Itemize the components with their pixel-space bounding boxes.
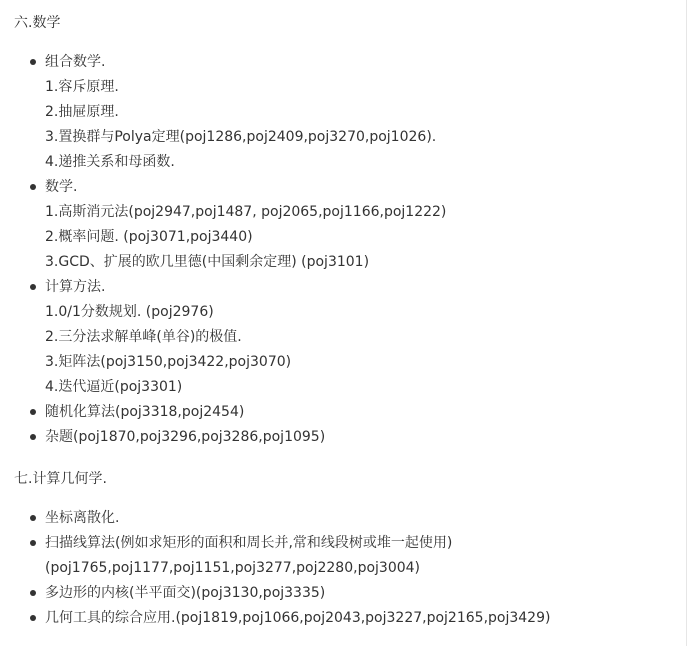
bullet xyxy=(30,590,36,596)
sub-item: 4.递推关系和母函数. xyxy=(45,154,175,170)
list-item-misc-problems: 杂题(poj1870,poj3296,poj3286,poj1095) xyxy=(45,429,326,445)
section-title-computational-geometry: 七.计算几何学. xyxy=(14,471,107,487)
list-item-sweep-line: 扫描线算法(例如求矩形的面积和周长并,常和线段树或堆一起使用) xyxy=(45,535,453,551)
bullet xyxy=(30,184,36,190)
list-item-coordinate-discretization: 坐标离散化. xyxy=(45,510,120,526)
list-item-geometry-tools: 几何工具的综合应用.(poj1819,poj1066,poj2043,poj3227,poj2165,poj3429) xyxy=(45,610,551,626)
section-title-math: 六.数学 xyxy=(14,15,61,31)
bullet xyxy=(30,409,36,415)
sub-item: 3.置换群与Polya定理(poj1286,poj2409,poj3270,poj1026). xyxy=(45,129,437,145)
bullet xyxy=(30,434,36,440)
sub-item: 2.概率问题. (poj3071,poj3440) xyxy=(45,229,253,245)
sub-item: 2.三分法求解单峰(单谷)的极值. xyxy=(45,329,242,345)
list-item-mathematics: 数学. xyxy=(45,179,78,195)
sub-item: 4.迭代逼近(poj3301) xyxy=(45,379,183,395)
sub-item: 3.GCD、扩展的欧几里德(中国剩余定理) (poj3101) xyxy=(45,254,370,270)
list-item-combinatorics: 组合数学. xyxy=(45,54,106,70)
bullet xyxy=(30,284,36,290)
bullet xyxy=(30,515,36,521)
sub-item: 1.0/1分数规划. (poj2976) xyxy=(45,304,214,320)
bullet xyxy=(30,615,36,621)
sub-item: 1.容斥原理. xyxy=(45,79,119,95)
sub-item: 2.抽屉原理. xyxy=(45,104,119,120)
sub-item: 3.矩阵法(poj3150,poj3422,poj3070) xyxy=(45,354,292,370)
list-item-computation-methods: 计算方法. xyxy=(45,279,106,295)
sub-item: 1.高斯消元法(poj2947,poj1487, poj2065,poj1166,poj1222) xyxy=(45,204,447,220)
bullet xyxy=(30,540,36,546)
bullet xyxy=(30,59,36,65)
sub-item: (poj1765,poj1177,poj1151,poj3277,poj2280,poj3004) xyxy=(45,560,420,576)
list-item-randomized-algorithms: 随机化算法(poj3318,poj2454) xyxy=(45,404,245,420)
list-item-polygon-kernel: 多边形的内核(半平面交)(poj3130,poj3335) xyxy=(45,585,326,601)
